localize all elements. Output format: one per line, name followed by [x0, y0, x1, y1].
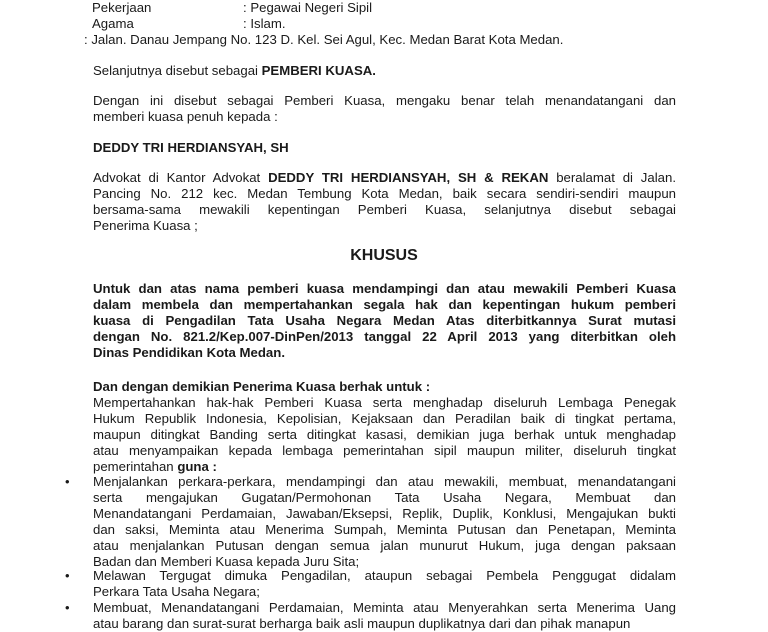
berhak-guna: guna :	[177, 459, 217, 474]
advokat-prefix: Advokat di Kantor Advokat	[93, 170, 269, 185]
berhak-line	[93, 459, 676, 475]
advokat-line: bersama-sama mewakili kepentingan Pemberi Kuasa, selanjutnya disebut sebagai	[93, 202, 676, 217]
bullet-line: Menjalankan perkara-perkara, mendampingi dan atau mewakili, membuat, menandatangani	[93, 474, 676, 489]
bullet-dot-icon: •	[65, 600, 70, 615]
statement-line: memberi kuasa penuh kepada :	[93, 109, 278, 124]
alamat-line: : Jalan. Danau Jempang No. 123 D. Kel. Sei Agul, Kec. Medan Barat Kota Medan.	[84, 32, 564, 47]
bullet-line: serta mengajukan Gugatan/Permohonan Tata Usaha Negara, Membuat dan	[93, 490, 676, 505]
bullet-item	[93, 474, 676, 570]
advokat-line: Penerima Kuasa ;	[93, 218, 198, 233]
advokat-line	[93, 170, 676, 186]
pekerjaan-value: : Pegawai Negeri Sipil	[243, 0, 373, 15]
berhak-last-prefix: pemerintahan	[93, 459, 178, 474]
khusus-line: Untuk dan atas nama pemberi kuasa mendampingi dan atau mewakili Pemberi Kuasa	[93, 281, 676, 296]
bullet-line: atau menjalankan Putusan dengan semua jalan munurut Hukum, juga dengan paksaan	[93, 538, 676, 553]
khusus-heading: KHUSUS	[350, 247, 418, 264]
attorney-name: DEDDY TRI HERDIANSYAH, SH	[93, 140, 289, 155]
berhak-line: maupun ditingkat Banding serta ditingkat kasasi, demikian juga berhak untuk menghadap	[93, 427, 676, 442]
bullet-item	[93, 568, 676, 600]
bullet-line: dan saksi, Meminta atau Menerima Sumpah, Meminta Putusan dan Penetapan, Meminta	[93, 522, 676, 537]
advokat-firm: DEDDY TRI HERDIANSYAH, SH & REKAN	[268, 170, 549, 185]
pemberi-bold: PEMBERI KUASA.	[261, 63, 376, 78]
bullet-dot-icon: •	[65, 568, 70, 583]
pemberi-kuasa-line	[93, 63, 376, 79]
advokat-line: Pancing No. 212 kec. Medan Tembung Kota Medan, baik secara sendiri-sendiri maupun	[93, 186, 676, 201]
bullet-dot-icon: •	[65, 474, 70, 489]
khusus-line: dengan No. 821.2/Kep.007-DinPen/2013 tanggal 22 April 2013 yang diterbitkan oleh	[93, 329, 676, 344]
pemberi-prefix: Selanjutnya disebut sebagai	[93, 63, 262, 78]
agama-label: Agama	[92, 16, 134, 31]
statement-line: Dengan ini disebut sebagai Pemberi Kuasa, mengaku benar telah menandatangani dan	[93, 93, 676, 108]
berhak-line: atau menyampaikan kepada lembaga pemerintahan sipil maupun militer, diseluruh tingkat	[93, 443, 676, 458]
statement-paragraph	[93, 93, 676, 125]
bullet-item	[93, 600, 676, 632]
bullet-line: Perkara Tata Usaha Negara;	[93, 584, 260, 599]
khusus-paragraph	[93, 281, 676, 361]
agama-value: : Islam.	[243, 16, 286, 31]
berhak-paragraph	[93, 395, 676, 475]
bullet-line: atau barang dan surat-surat berharga baik asli maupun duplikatnya dari dan pihak manapun	[93, 616, 631, 631]
berhak-line: Mempertahankan hak-hak Pemberi Kuasa serta menghadap diseluruh Lembaga Penegak	[93, 395, 676, 410]
khusus-line: dalam membela dan mempertahankan segala hak dan kepentingan hukum pemberi	[93, 297, 676, 312]
berhak-heading: Dan dengan demikian Penerima Kuasa berhak untuk :	[93, 379, 431, 394]
bullet-line: Badan dan Memberi Kuasa kepada Juru Sita;	[93, 554, 360, 569]
bullet-line: Melawan Tergugat dimuka Pengadilan, ataupun sebagai Pembela Penggugat didalam	[93, 568, 676, 583]
advokat-suffix: beralamat di Jalan.	[548, 170, 676, 185]
khusus-line: kuasa di Pengadilan Tata Usaha Negara Medan Atas diterbitkannya Surat mutasi	[93, 313, 676, 328]
berhak-line: Hukum Republik Indonesia, Kepolisian, Kejaksaan dan Peradilan baik di tingkat pertama,	[93, 411, 676, 426]
bullet-line: Menandatangani Perdamaian, Jawaban/Eksepsi, Replik, Duplik, Konklusi, Mengajukan bukti	[93, 506, 676, 521]
bullet-line: Membuat, Menandatangani Perdamaian, Meminta atau Menyerahkan serta Menerima Uang	[93, 600, 676, 615]
pekerjaan-label: Pekerjaan	[92, 0, 152, 15]
advokat-paragraph	[93, 170, 676, 234]
khusus-line: Dinas Pendidikan Kota Medan.	[93, 345, 285, 360]
